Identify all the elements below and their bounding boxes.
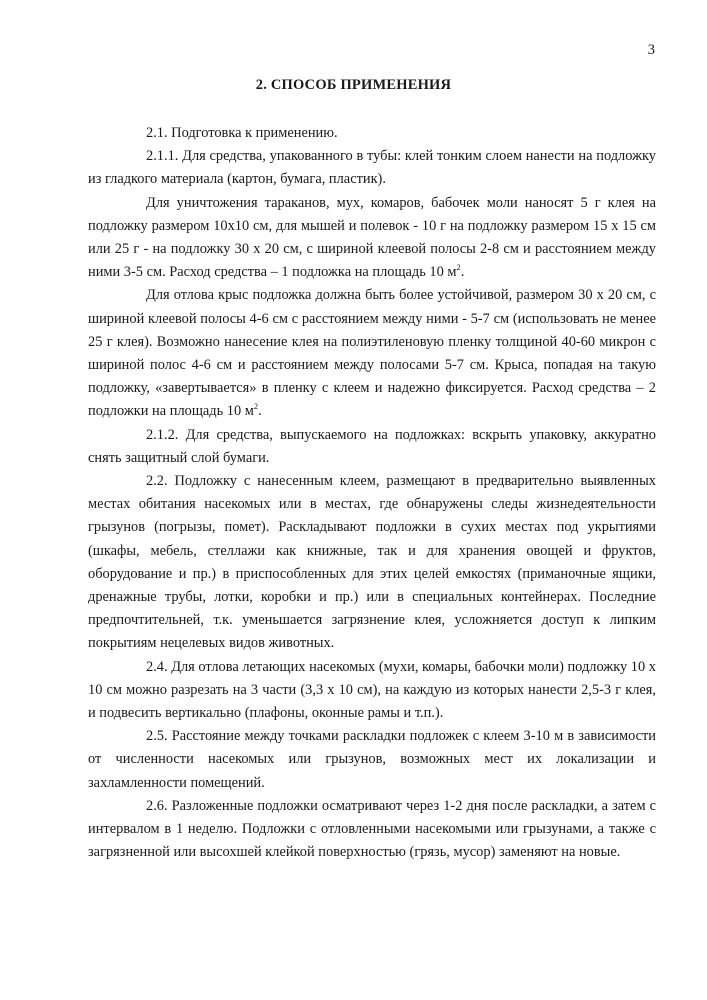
superscript-squared: 2 — [456, 262, 461, 273]
superscript-squared: 2 — [253, 401, 259, 412]
paragraph-2-5: 2.5. Расстояние между точками раскладки подложек с клеем 3-10 м в зависимости от численности насекомых или грызунов, возможных мест их локализации и захламленности помещений. — [88, 728, 656, 791]
paragraph-2-1-1: 2.1.1. Для средства, упакованного в тубы: клей тонким слоем нанести на подложку из гладкого материала (картон, бумага, пластик). — [88, 148, 656, 188]
section-title: 2. СПОСОБ ПРИМЕНЕНИЯ — [255, 77, 452, 93]
paragraph-rats-text: Для отлова крыс подложка должна быть более устойчивой, размером 30 х 20 см, с шириной клеевой полосы 4-6 см с расстоянием между ними - 5-7 см (использовать не менее 25 г клея). Возможно нанесение клея на полиэтиленовую пленку толщиной 40-60 микрон с шириной полос 4-6 см и расстоянием между полосами 5-7 см. Крыса, попадая на такую подложку, «завертывается» в пленку с клеем и надежно фиксируется. Расход средства – 2 подложки на площадь 10 м — [88, 287, 656, 420]
paragraph-2-1-2: 2.1.2. Для средства, выпускаемого на подложках: вскрыть упаковку, аккуратно снять защитный слой бумаги. — [88, 426, 656, 466]
paragraph-2-6: 2.6. Разложенные подложки осматривают через 1-2 дня после раскладки, а затем с интервалом в 1 неделю. Подложки с отловленными насекомыми или грызунами, а также с загрязненной или высохшей клейкой поверхностью (грязь, мусор) заменяют на новые. — [88, 797, 656, 861]
page-number: 3 — [647, 42, 655, 58]
document-body — [88, 122, 656, 865]
paragraph-insects-end: . — [460, 264, 465, 281]
paragraph-2-4: 2.4. Для отлова летающих насекомых (мухи, комары, бабочки моли) подложку 10 х 10 см можно разрезать на 3 части (3,3 х 10 см), на каждую из которых нанести 2,5-3 г клея, и подвесить вертикально (плафоны, оконные рамы и т.п.). — [88, 658, 656, 722]
paragraph-insects-dosage — [88, 192, 656, 285]
paragraph-2-1: 2.1. Подготовка к применению. — [146, 125, 338, 141]
paragraph-rats-end: . — [258, 403, 262, 420]
paragraph-2-2: 2.2. Подложку с нанесенным клеем, размещают в предварительно выявленных местах обитания насекомых или в местах, где обнаружены следы жизнедеятельности грызунов (погрызы, помет). Раскладывают подложки в сухих местах под укрытиями (шкафы, мебель, стеллажи как книжные, так и для хранения овощей и фруктов, оборудование и пр.) в приспособленных для этих целей емкостях (приманочные ящики, дренажные трубы, лотки, коробки и пр.) или в специальных контейнерах. Последние предпочтительней, т.к. уменьшается загрязнение клея, усложняется доступ к липким покрытиям нецелевых видов животных. — [88, 473, 656, 652]
paragraph-insects-text: Для уничтожения тараканов, мух, комаров, бабочек моли наносят 5 г клея на подложку размером 10х10 см, для мышей и полевок - 10 г на подложку размером 15 х 15 см или 25 г - на подложку 30 х 20 см, с шириной клеевой полосы 2-8 см и расстоянием между ними 3-5 см. Расход средства – 1 подложка на площадь 10 м — [88, 194, 656, 281]
paragraph-rats-dosage — [88, 284, 656, 423]
